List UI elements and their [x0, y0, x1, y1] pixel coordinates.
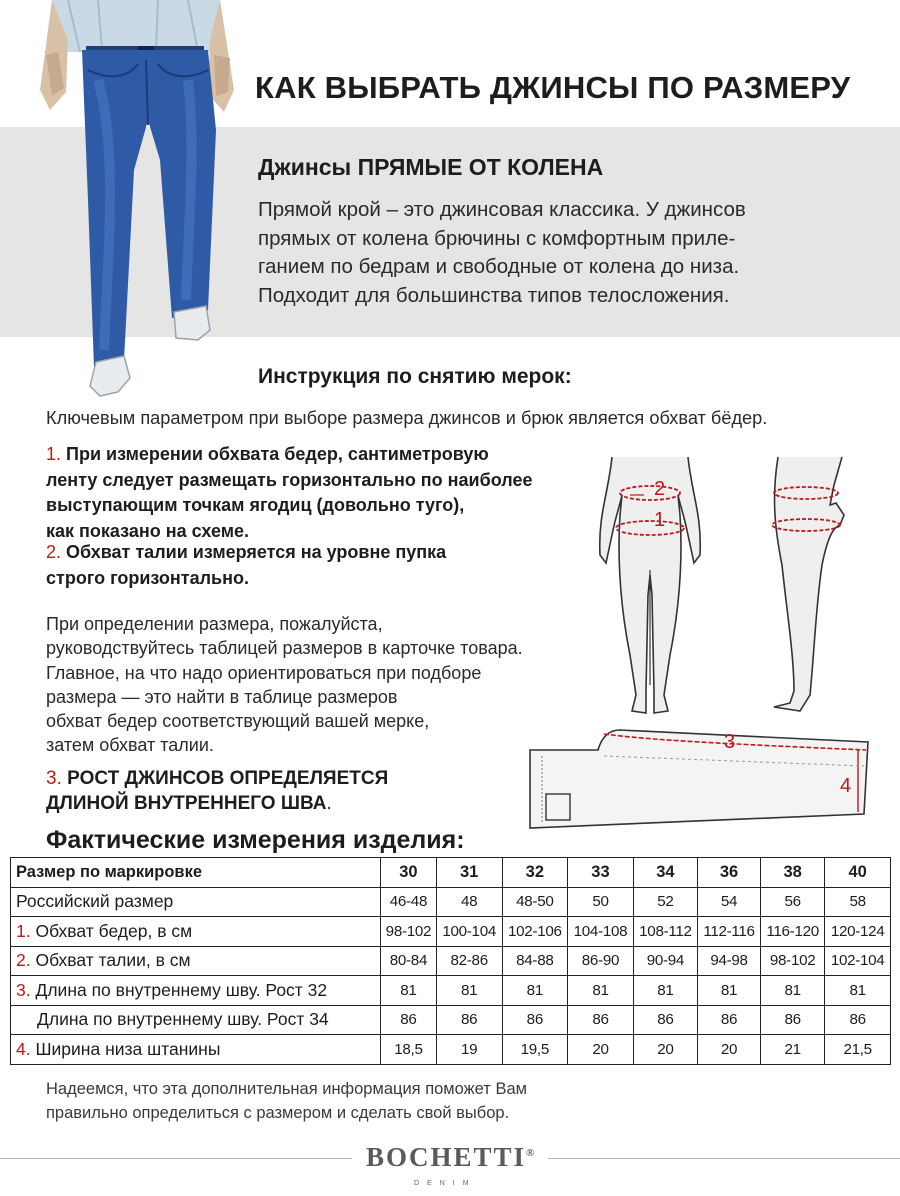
table-cell: 48-50 [502, 887, 568, 917]
table-cell: 102-104 [825, 946, 891, 976]
description-line: прямых от колена брючины с комфортным приле- [258, 226, 736, 250]
description-line: ганием по бедрам и свободные от колена до низа. [258, 255, 740, 278]
table-header-label: Размер по маркировке [11, 858, 381, 888]
table-cell: 86 [381, 1005, 437, 1035]
diagram-label-2: 2 [654, 478, 666, 500]
row-label: 4. Ширина низа штанины [11, 1035, 381, 1065]
registered-mark: ® [526, 1147, 537, 1159]
table-cell: 54 [698, 887, 761, 917]
table-cell: 81 [568, 976, 634, 1006]
step-3 [46, 766, 388, 816]
table-cell: 20 [568, 1035, 634, 1065]
table-cell: 52 [633, 887, 697, 917]
table-cell: 98-102 [761, 946, 825, 976]
table-cell: 58 [825, 887, 891, 917]
table-cell: 81 [381, 976, 437, 1006]
table-cell: 81 [825, 976, 891, 1006]
divider-left [0, 1158, 352, 1159]
advice-line: затем обхват талии. [46, 735, 214, 756]
table-cell: 82-86 [436, 946, 502, 976]
key-parameter-text: Ключевым параметром при выборе размера джинсов и брюк является обхват бёдер. [46, 408, 768, 428]
description-line: Подходит для большинства типов телосложения. [258, 283, 730, 307]
instructions-heading: Инструкция по снятию мерок: [258, 365, 572, 388]
subtitle-prefix: Джинсы [258, 154, 352, 180]
table-cell: 84-88 [502, 946, 568, 976]
table-cell: 112-116 [698, 917, 761, 947]
advice-line: обхват бедер соответствующий вашей мерке, [46, 711, 430, 732]
diagram-label-4: 4 [840, 775, 852, 797]
table-heading: Фактические измерения изделия: [46, 826, 465, 854]
page-title: КАК ВЫБРАТЬ ДЖИНСЫ ПО РАЗМЕРУ [255, 70, 851, 105]
table-cell: 81 [698, 976, 761, 1006]
size-column-header: 30 [381, 858, 437, 888]
footer-note [46, 1077, 527, 1125]
table-row [11, 917, 891, 947]
table-cell: 86 [761, 1005, 825, 1035]
diagram-label-3: 3 [724, 731, 736, 753]
table-cell: 102-106 [502, 917, 568, 947]
note-line: Надеемся, что эта дополнительная информация поможет Вам [46, 1080, 527, 1098]
step-1-line: ленту следует размещать горизонтально по наиболее [46, 469, 533, 490]
table-cell: 48 [436, 887, 502, 917]
product-subtitle [258, 154, 603, 181]
step-1-line: При измерении обхвата бедер, сантиметровую [66, 444, 489, 464]
table-cell: 86-90 [568, 946, 634, 976]
table-cell: 56 [761, 887, 825, 917]
table-cell: 80-84 [381, 946, 437, 976]
table-row [11, 976, 891, 1006]
table-cell: 21,5 [825, 1035, 891, 1065]
product-description [258, 196, 858, 310]
step-3-line: РОСТ ДЖИНСОВ ОПРЕДЕЛЯЕТСЯ [67, 768, 389, 789]
table-cell: 90-94 [633, 946, 697, 976]
row-label: 2. Обхват талии, в см [11, 946, 381, 976]
table-cell: 81 [436, 976, 502, 1006]
size-column-header: 38 [761, 858, 825, 888]
advice-line: размера — это найти в таблице размеров [46, 686, 398, 707]
step-1-number: 1. [46, 444, 62, 464]
table-cell: 98-102 [381, 917, 437, 947]
step-3-tail: . [326, 793, 332, 814]
size-column-header: 36 [698, 858, 761, 888]
size-column-header: 33 [568, 858, 634, 888]
brand-subtitle: DENIM [414, 1180, 477, 1187]
row-label: 3. Длина по внутреннему шву. Рост 32 [11, 976, 381, 1006]
table-cell: 116-120 [761, 917, 825, 947]
step-1-line: как показано на схеме. [46, 520, 250, 541]
table-cell: 50 [568, 887, 634, 917]
table-cell: 81 [633, 976, 697, 1006]
table-row [11, 887, 891, 917]
step-2-line: строго горизонтально. [46, 567, 249, 588]
table-cell: 100-104 [436, 917, 502, 947]
size-advice [46, 612, 523, 758]
table-cell: 108-112 [633, 917, 697, 947]
advice-line: Главное, на что надо ориентироваться при подборе [46, 662, 482, 683]
size-column-header: 34 [633, 858, 697, 888]
step-2-number: 2. [46, 542, 62, 562]
table-cell: 94-98 [698, 946, 761, 976]
body-side-diagram [764, 455, 864, 717]
body-front-diagram [590, 455, 710, 717]
table-cell: 120-124 [825, 917, 891, 947]
row-label: 1. Обхват бедер, в см [11, 917, 381, 947]
step-2-line: Обхват талии измеряется на уровне пупка [66, 542, 447, 562]
table-cell: 46-48 [381, 887, 437, 917]
table-row [11, 946, 891, 976]
table-cell: 86 [502, 1005, 568, 1035]
step-1-line: выступающим точкам ягодиц (довольно туго), [46, 495, 465, 515]
size-column-header: 31 [436, 858, 502, 888]
brand-name: BOCHETTI [366, 1142, 527, 1172]
table-cell: 86 [825, 1005, 891, 1035]
subtitle-main: ПРЯМЫЕ ОТ КОЛЕНА [357, 154, 604, 180]
table-row [11, 1035, 891, 1065]
table-row [11, 1005, 891, 1035]
size-table [10, 857, 891, 1065]
table-cell: 86 [698, 1005, 761, 1035]
row-label: Длина по внутреннему шву. Рост 34 [11, 1005, 381, 1035]
table-cell: 20 [698, 1035, 761, 1065]
jeans-model-illustration [38, 0, 238, 410]
table-cell: 18,5 [381, 1035, 437, 1065]
table-cell: 21 [761, 1035, 825, 1065]
table-header-row [11, 858, 891, 888]
table-cell: 81 [761, 976, 825, 1006]
row-label: Российский размер [11, 887, 381, 917]
diagram-label-1: 1 [654, 509, 666, 531]
table-cell: 86 [633, 1005, 697, 1035]
table-cell: 20 [633, 1035, 697, 1065]
note-line: правильно определиться с размером и сделать свой выбор. [46, 1104, 510, 1122]
size-column-header: 32 [502, 858, 568, 888]
jeans-flat-diagram [528, 726, 874, 834]
step-2 [46, 540, 446, 591]
table-cell: 104-108 [568, 917, 634, 947]
description-line: Прямой крой – это джинсовая классика. У джинсов [258, 198, 746, 221]
advice-line: При определении размера, пожалуйста, [46, 614, 383, 634]
brand-logo [366, 1142, 536, 1173]
table-cell: 86 [436, 1005, 502, 1035]
table-cell: 81 [502, 976, 568, 1006]
step-1 [46, 442, 533, 544]
table-cell: 19 [436, 1035, 502, 1065]
step-3-number: 3. [46, 768, 62, 789]
table-cell: 86 [568, 1005, 634, 1035]
divider-right [548, 1158, 900, 1159]
step-3-line: ДЛИНОЙ ВНУТРЕННЕГО ШВА [46, 793, 327, 814]
table-cell: 19,5 [502, 1035, 568, 1065]
size-column-header: 40 [825, 858, 891, 888]
advice-line: руководствуйтесь таблицей размеров в карточке товара. [46, 638, 523, 659]
